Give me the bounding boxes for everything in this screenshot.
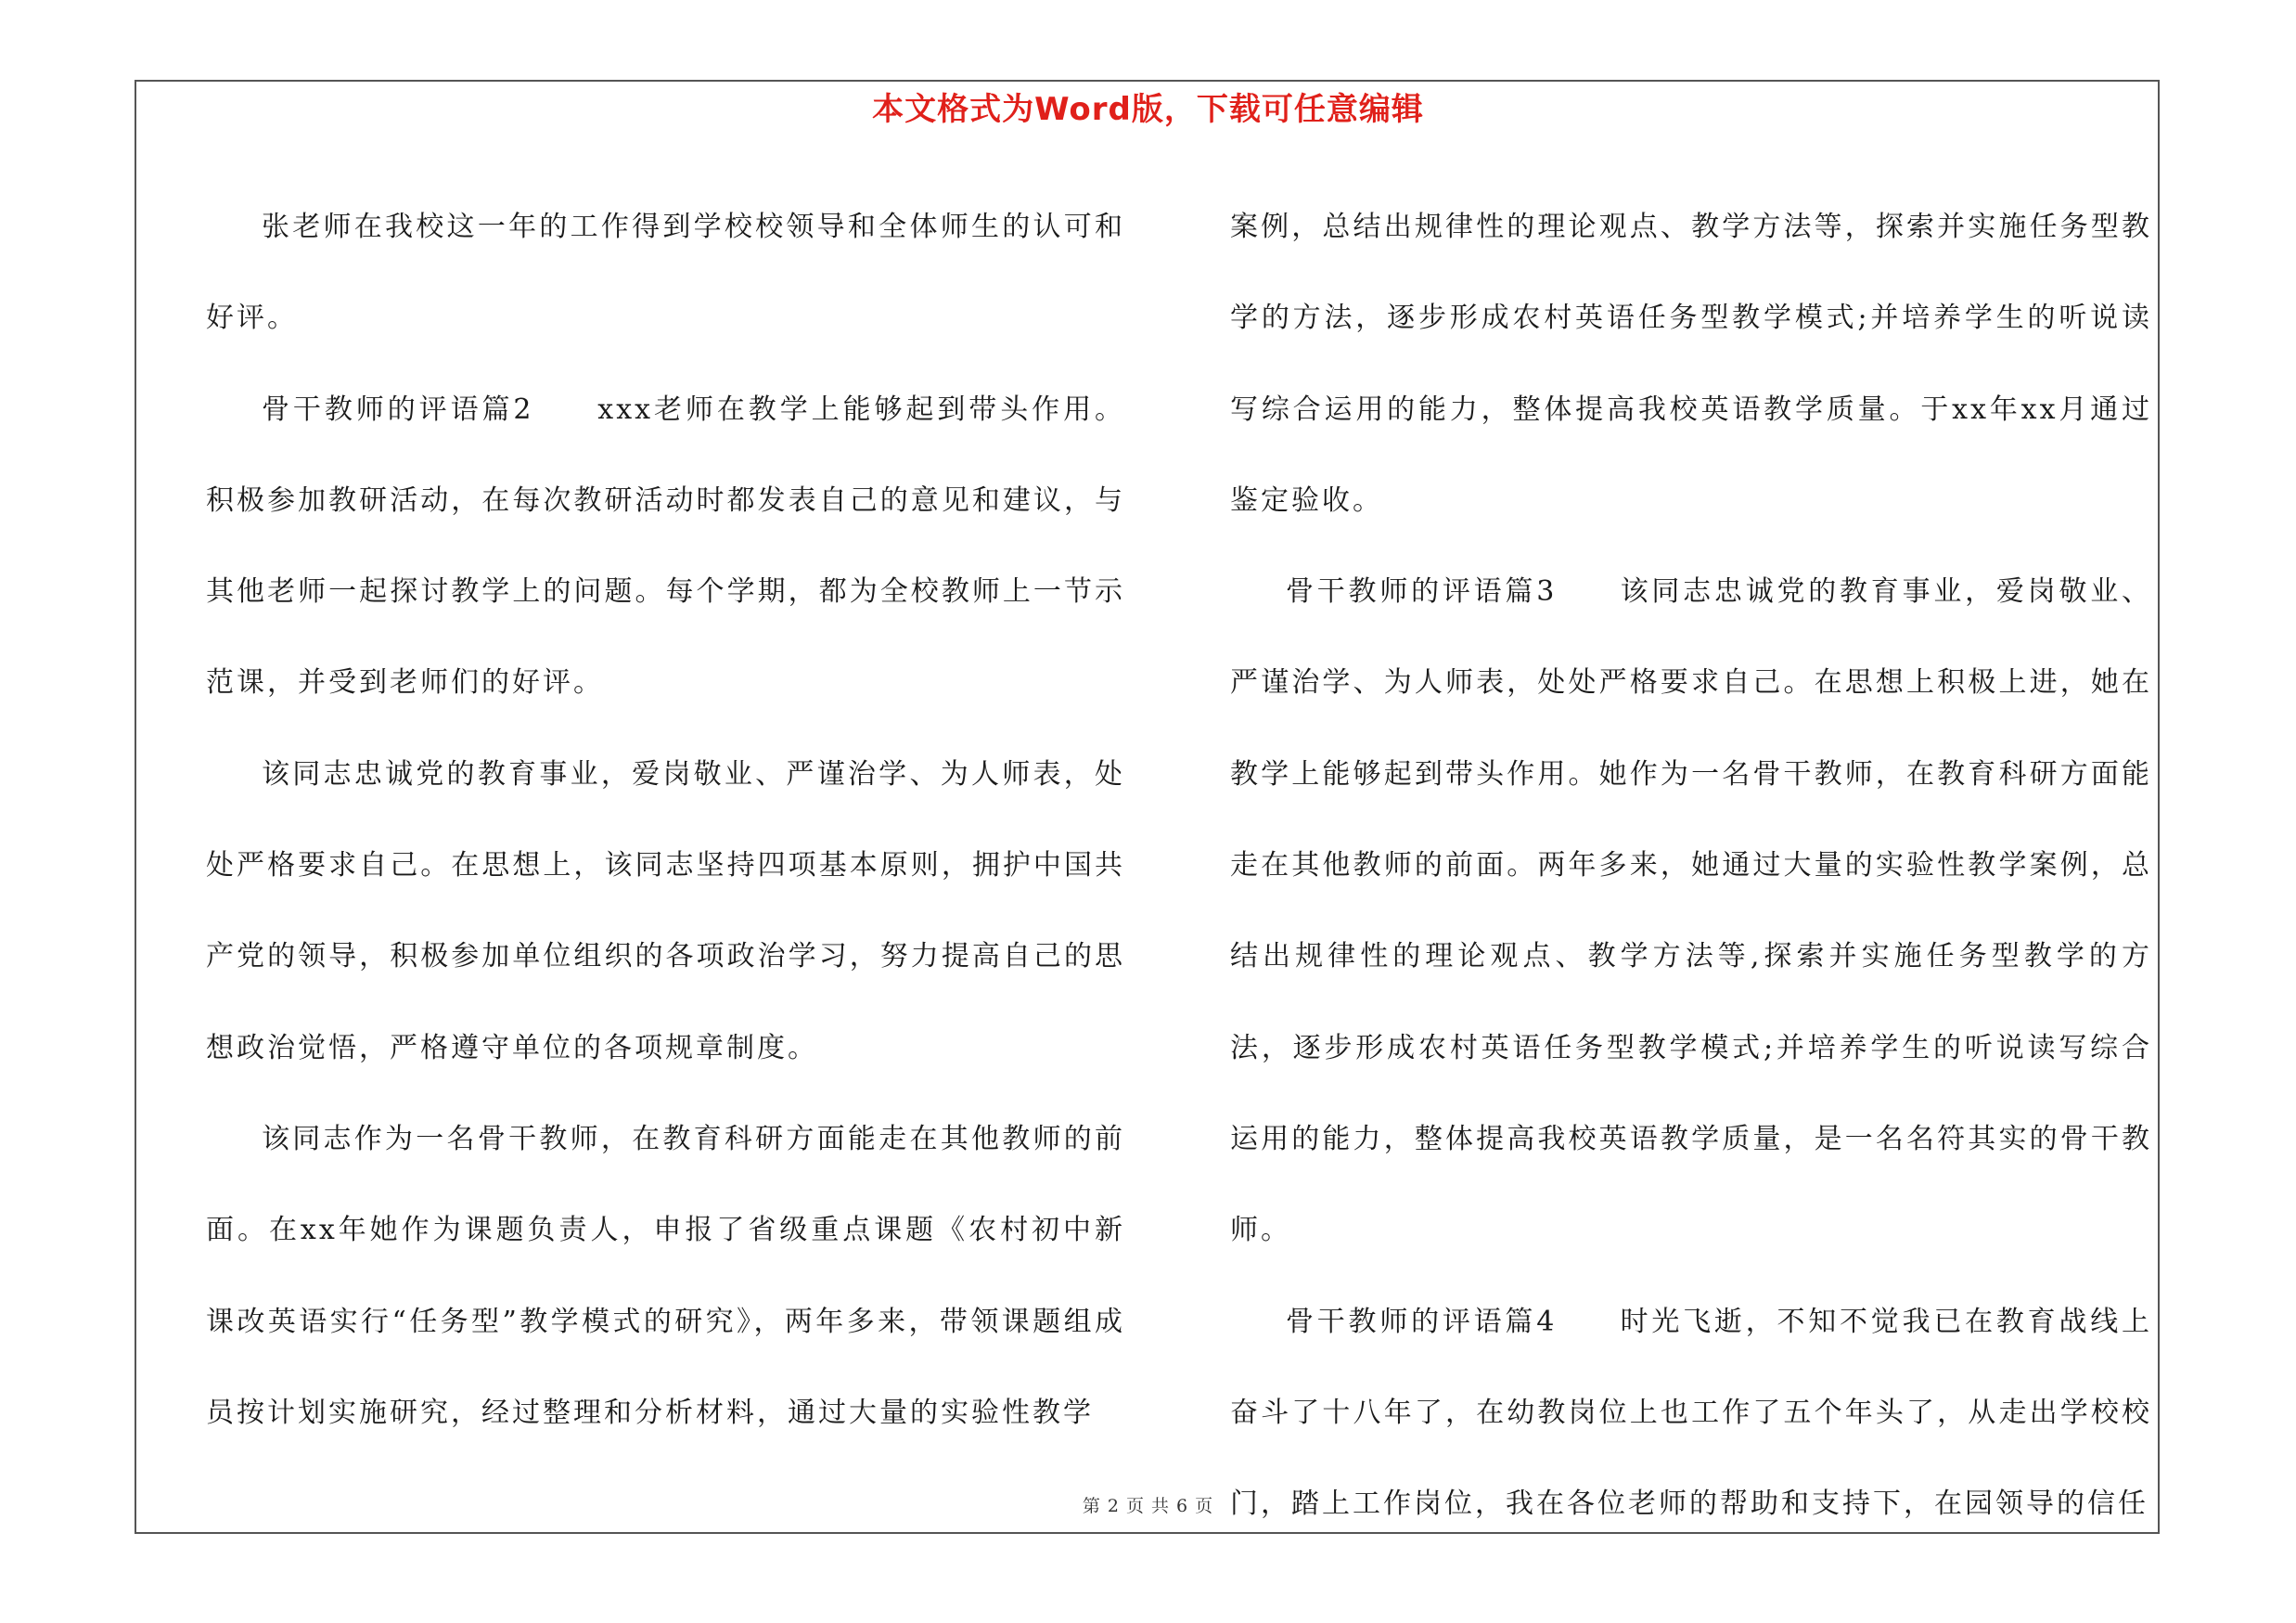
paragraph: 该同志忠诚党的教育事业，爱岗敬业、严谨治学、为人师表，处处严格要求自己。在思想上，该同志坚持四项基本原则，拥护中国共产党的领导，积极参加单位组织的各项政治学习，努力提高自己的思想政治觉悟，严格遵守单位的各项规章制度。	[206, 757, 1125, 1064]
page-number-footer: 第 2 页 共 6 页	[1082, 1496, 1214, 1516]
paragraph: 骨干教师的评语篇4 时光飞逝，不知不觉我已在教育战线上奋斗了十八年了，在幼教岗位上也工作了五个年头了，从走出学校校门，踏上工作岗位，我在各位老师的帮助和支持下，在园领导的信任	[1230, 1305, 2152, 1521]
paragraph: 张老师在我校这一年的工作得到学校校领导和全体师生的认可和好评。	[206, 211, 1125, 335]
paragraph: 该同志作为一名骨干教师，在教育科研方面能走在其他教师的前面。在xx年她作为课题负责人，申报了省级重点课题《农村初中新课改英语实行“任务型”教学模式的研究》，两年多来，带领课题组成员按计划实施研究，经过整理和分析材料，通过大量的实验性教学	[206, 1122, 1125, 1429]
word-format-banner: 本文格式为Word版，下载可任意编辑	[872, 91, 1424, 128]
left-column	[206, 182, 1125, 1459]
paragraph: 骨干教师的评语篇2 xxx老师在教学上能够起到带头作用。积极参加教研活动，在每次教研活动时都发表自己的意见和建议，与其他老师一起探讨教学上的问题。每个学期，都为全校教师上一节示范课，并受到老师们的好评。	[206, 393, 1125, 700]
right-column	[1230, 182, 2152, 1550]
paragraph: 骨干教师的评语篇3 该同志忠诚党的教育事业，爱岗敬业、严谨治学、为人师表，处处严格要求自己。在思想上积极上进，她在教学上能够起到带头作用。她作为一名骨干教师，在教育科研方面能走在其他教师的前面。两年多来，她通过大量的实验性教学案例，总结出规律性的理论观点、教学方法等,探索并实施任务型教学的方法，逐步形成农村英语任务型教学模式;并培养学生的听说读写综合运用的能力，整体提高我校英语教学质量，是一名名符其实的骨干教师。	[1230, 575, 2152, 1247]
paragraph-continuation: 案例，总结出规律性的理论观点、教学方法等，探索并实施任务型教学的方法，逐步形成农村英语任务型教学模式;并培养学生的听说读写综合运用的能力，整体提高我校英语教学质量。于xx年xx月通过鉴定验收。	[1230, 211, 2152, 517]
